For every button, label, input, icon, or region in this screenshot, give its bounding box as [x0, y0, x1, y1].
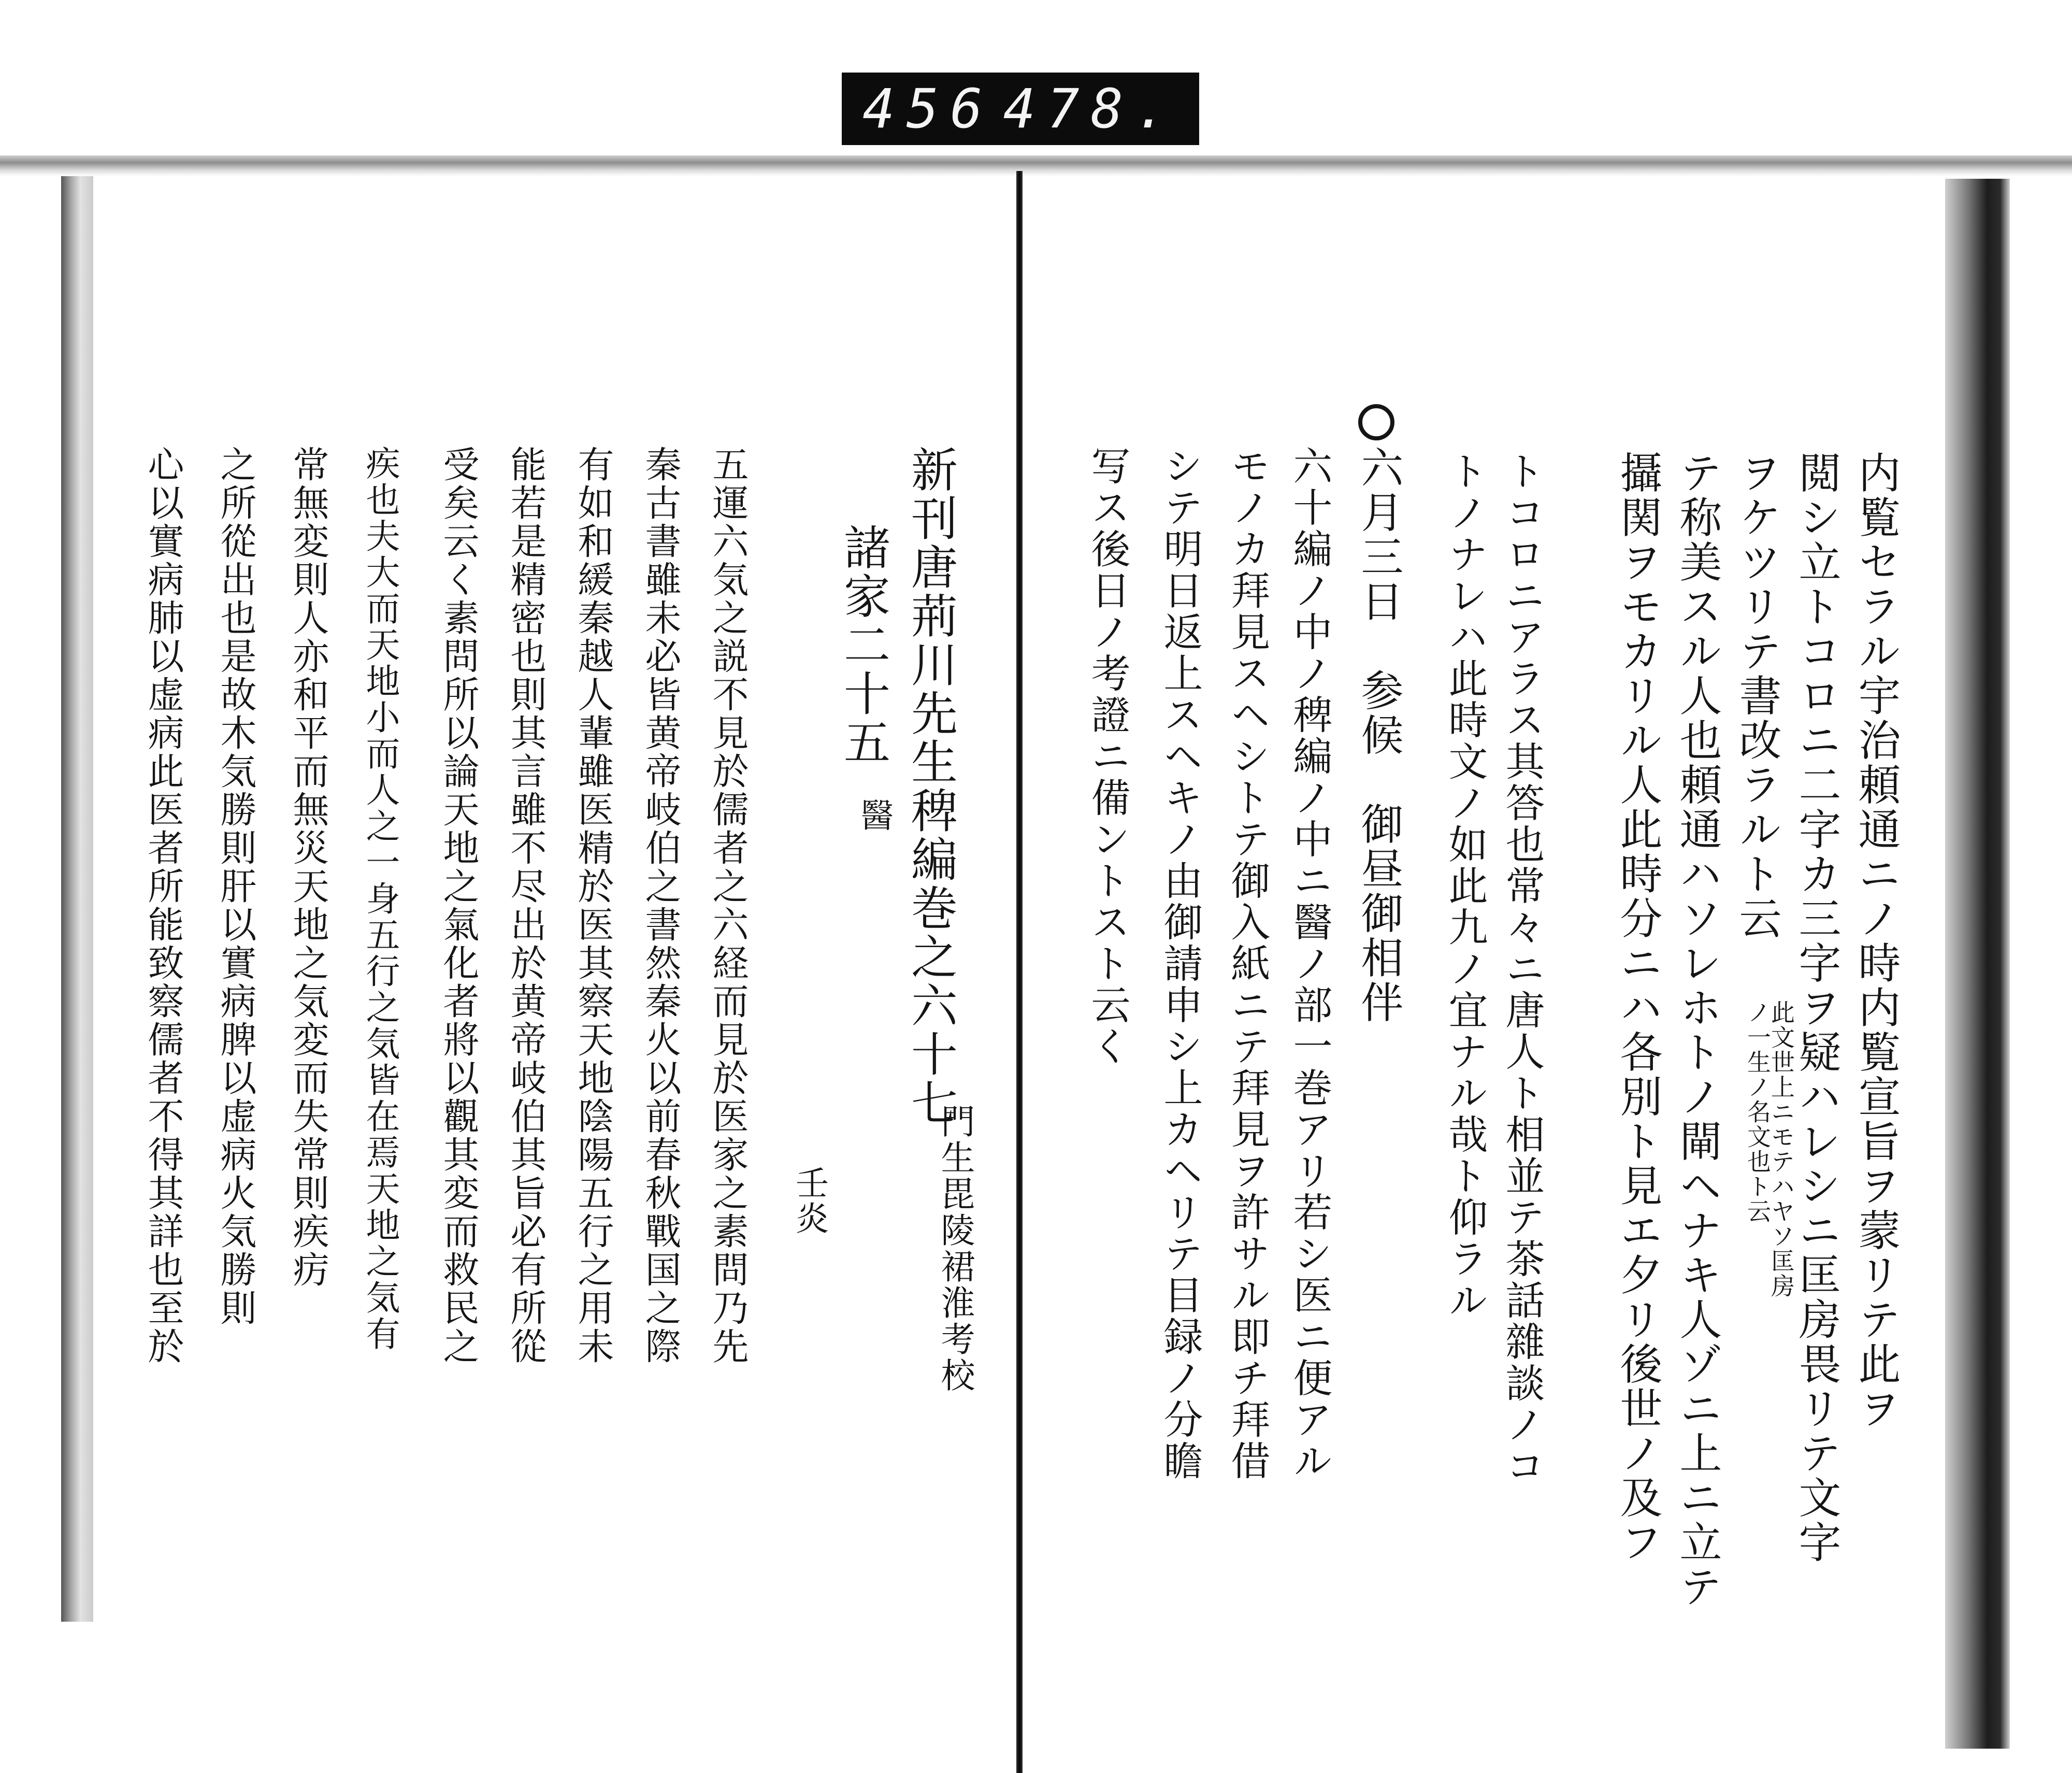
right-page-inline-note: 此文世上ニモテハヤソ匡房ノ一生ノ名文也ト云 [1744, 1000, 1795, 1298]
book-right-edge [1945, 179, 2010, 1749]
right-page-column: 内覧セラル宇治頼通ニノ時内覧宣旨ヲ蒙リテ此ヲ [1851, 451, 1901, 1431]
right-page-column: 六月三日 参候 御昼御相伴 [1354, 446, 1403, 1025]
frame-number-left: 456 [862, 77, 994, 140]
frame-number-right: 478. [1003, 77, 1178, 140]
left-page-column: 之所從出也是故木気勝則肝以實病脾以虚病火気勝則 [214, 446, 257, 1327]
left-page-column: 常無変則人亦和平而無災天地之気変而失常則疾疠 [287, 446, 329, 1289]
editor-credit: 門生毘陵裙淮考校 [935, 1104, 975, 1394]
left-page-column: 心以實病肺以虚病此医者所能致察儒者不得其詳也至於 [142, 446, 184, 1366]
frame-number-label [842, 73, 1199, 145]
book-top-edge [0, 155, 2072, 176]
left-page-column: 能若是精密也則其言雖不尽出於黄帝岐伯其旨必有所從 [505, 446, 547, 1366]
section-category: 醫 [855, 798, 893, 833]
right-page-column: 攝関ヲモカリル人此時分ニハ各別ト見エ夕リ後世ノ及フ [1613, 451, 1662, 1565]
circle-mark [1358, 404, 1394, 440]
book-title: 新刊唐荊川先生稗編巻之六十七 [903, 446, 957, 1127]
right-page-column: ヲケツリテ書改ラルト云 [1732, 451, 1781, 941]
right-page-column: テ称美スル人也頼通ハソレホトノ閘ヘナキ人ゾニ上ニ立テ [1673, 451, 1722, 1609]
left-page-column: 秦古書雖未必皆黄帝岐伯之書然秦火以前春秋戰国之際 [639, 446, 682, 1366]
left-page-column: 五運六気之説不見於儒者之六経而見於医家之素問乃先 [707, 446, 749, 1366]
left-page-column: 疾也夫大而天地小而人之一身五行之気皆在焉天地之気有 [360, 446, 400, 1352]
left-page-column: 有如和緩秦越人輩雖医精於医其察天地陰陽五行之用未 [572, 446, 614, 1366]
right-page-column: トコロニアラス其答也常々ニ唐人ト相並テ茶話雜談ノコ [1499, 451, 1545, 1487]
author-name: 壬炎 [790, 1166, 828, 1236]
section-subtitle: 諸家二十五 [836, 523, 890, 767]
book-spine [1016, 171, 1023, 1773]
left-page-column: 受矣云く素問所以論天地之氣化者將以觀其変而救民之 [437, 446, 480, 1366]
book-left-edge [61, 176, 93, 1622]
right-page-column: 閲シ立トコロニ二字カ三字ヲ疑ハレシニ匡房畏リテ文字 [1792, 451, 1841, 1565]
right-page-column: 六十編ノ中ノ稗編ノ中ニ醫ノ部一巻アリ若シ医ニ便アル [1287, 446, 1333, 1482]
right-page-column: 写ス後日ノ考證ニ備ントスト云く [1085, 446, 1131, 1067]
right-page-column: シテ明日返上スヘキノ由御請申シ上カヘリテ目録ノ分瞻 [1157, 446, 1203, 1482]
right-page-column: トノナレハ此時文ノ如此九ノ宜ナル哉ト仰ラル [1442, 451, 1488, 1321]
right-page-column: モノカ拜見スヘシトテ御入紙ニテ拜見ヲ許サル即チ拜借 [1225, 446, 1271, 1482]
